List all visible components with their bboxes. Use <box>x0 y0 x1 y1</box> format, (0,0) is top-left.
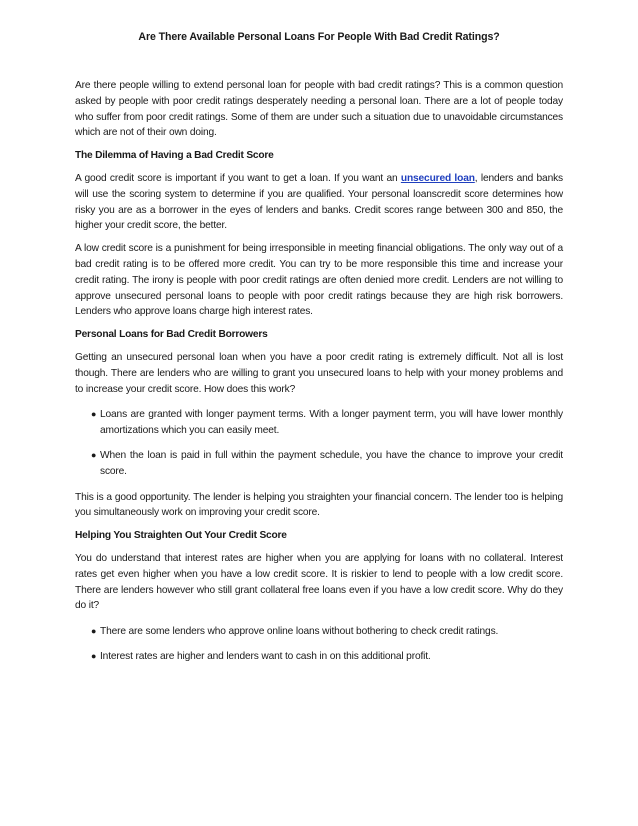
bullet-list-loan-terms <box>75 407 563 479</box>
list-item <box>75 624 563 640</box>
section-heading-personal-loans: Personal Loans for Bad Credit Borrowers <box>75 329 268 341</box>
intro-paragraph: Are there people willing to extend personal loan for people with bad credit ratings? This is a common question asked by people with poor credit ratings desperately needing a personal loan. There are a lot of people today who suffer from poor credit ratings. Some of them are under such a situation due to unavoidable circumstances which are not of their own doing. <box>75 80 563 139</box>
document-body <box>75 78 563 675</box>
bullet-icon <box>91 407 96 423</box>
paragraph-low-credit-score: A low credit score is a punishment for being irresponsible in meeting financial obligations. The only way out of a bad credit rating is to be offered more credit. You can try to be more responsible this time and increase your credit rating. The irony is people with poor credit ratings are often denied more credit. Lenders are not willing to approve unsecured personal loans to people with poor credit ratings because they are high risk borrowers. Lenders who approve loans charge high interest rates. <box>75 243 563 318</box>
bullet-icon <box>91 624 96 640</box>
section-heading-dilemma: The Dilemma of Having a Bad Credit Score <box>75 150 274 162</box>
paragraph-good-credit-score <box>75 171 563 234</box>
section-heading-straighten-credit: Helping You Straighten Out Your Credit Score <box>75 530 287 542</box>
paragraph-text: , lenders and banks will use the scoring system to determine if you are qualified. Your personal loanscredit score determines how risky you are as a borrower in the eyes of lenders and banks. Credit scores range between 300 and 850, the higher your credit score, the better. <box>75 172 563 232</box>
list-item <box>75 448 563 480</box>
paragraph-interest-rates: You do understand that interest rates are higher when you are applying for loans with no collateral. Interest rates get even higher when you have a low credit score. It is riskier to lend to people with a low credit score. There are lenders however who still grant collateral free loans even if you have a low credit score. Why do they do it? <box>75 552 563 612</box>
paragraph-good-opportunity: This is a good opportunity. The lender is helping you straighten your financial concern. The lender too is helping you simultaneously work on improving your credit score. <box>75 491 563 519</box>
list-item-text: There are some lenders who approve online loans without bothering to check credit ratings. <box>100 626 499 638</box>
paragraph-text: A good credit score is important if you want to get a loan. If you want an <box>75 172 401 184</box>
bullet-icon <box>91 649 96 665</box>
list-item-text: Interest rates are higher and lenders want to cash in on this additional profit. <box>100 650 431 662</box>
list-item-text: When the loan is paid in full within the payment schedule, you have the chance to improve your credit score. <box>100 449 563 477</box>
list-item <box>75 407 563 439</box>
list-item-text: Loans are granted with longer payment terms. With a longer payment term, you will have lower monthly amortizations which you can easily meet. <box>100 409 563 437</box>
document-title: Are There Available Personal Loans For People With Bad Credit Ratings? <box>138 31 500 43</box>
unsecured-loan-link[interactable]: unsecured loan <box>400 172 475 184</box>
paragraph-unsecured-loan: Getting an unsecured personal loan when you have a poor credit rating is extremely difficult. Not all is lost though. There are lenders who are willing to grant you unsecured loans to help with your money problems and to increase your credit score. How does this work? <box>75 351 563 395</box>
bullet-list-lender-reasons <box>75 624 563 665</box>
list-item <box>75 649 563 665</box>
bullet-icon <box>91 448 96 464</box>
